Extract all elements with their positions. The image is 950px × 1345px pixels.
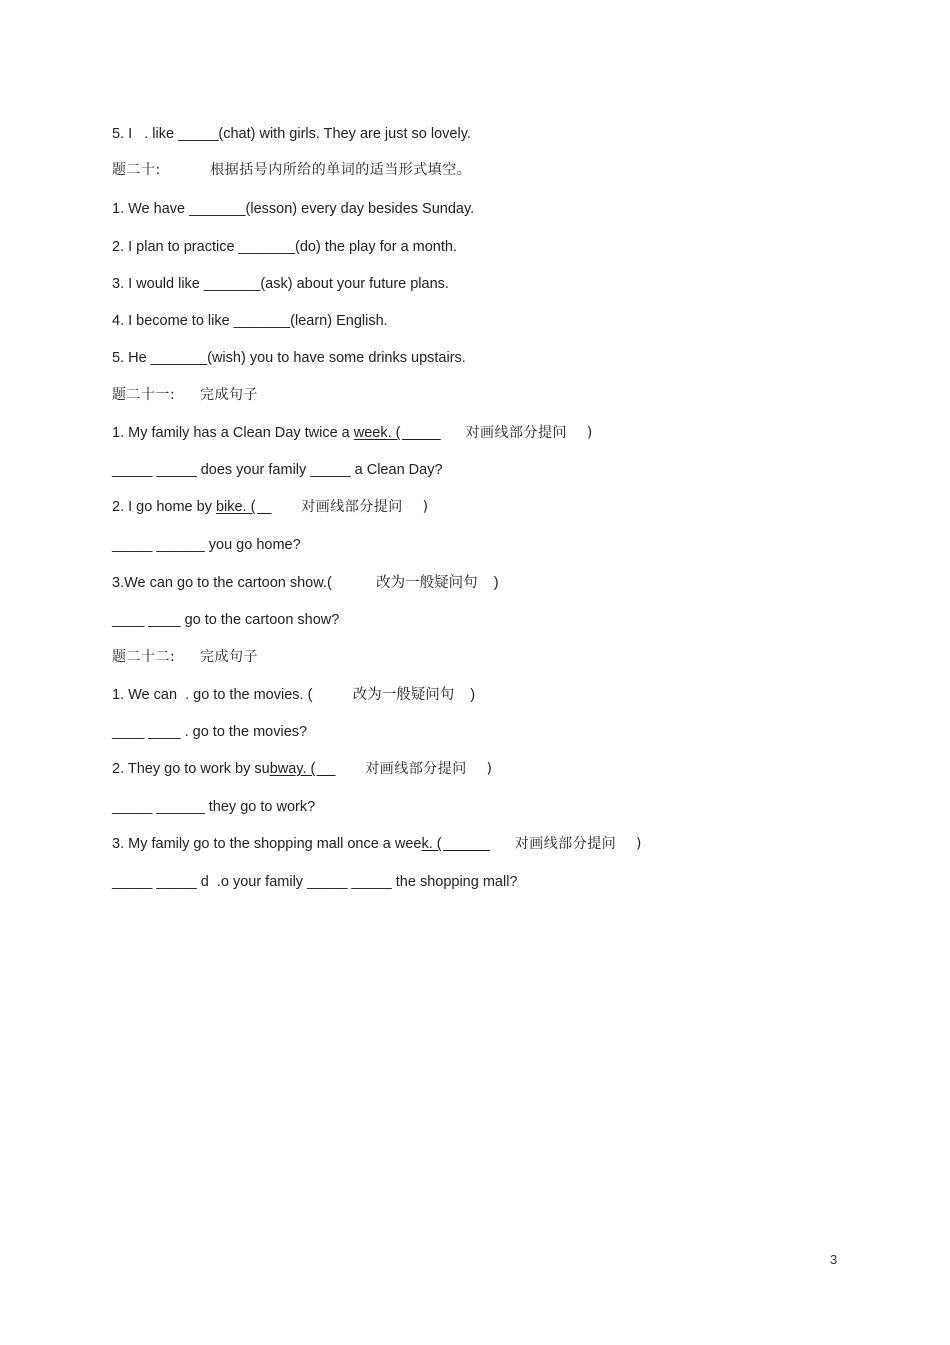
instruction-text: 对画线部分提问 )	[489, 836, 642, 852]
line-text: 2. I go home by	[112, 499, 216, 515]
page-number: 3	[830, 1252, 838, 1267]
answer-line: _____ ______ you go home?	[112, 537, 301, 553]
line-text: 1. My family has a Clean Day twice a	[112, 425, 354, 441]
exercise-line: 3. I would like _______(ask) about your future plans.	[112, 276, 449, 292]
answer-line: _____ _____ d .o your family _____ _____ the shopping mall?	[112, 874, 518, 890]
answer-line: _____ _____ does your family _____ a Clean Day?	[112, 462, 443, 478]
exercise-line: 1. We can . go to the movies. ( 改为一般疑问句 )	[112, 687, 476, 703]
section-heading: 题二十二: 完成句子	[112, 649, 258, 665]
exercise-line: 1. We have _______(lesson) every day besides Sunday.	[112, 201, 475, 217]
underlined-text: k. (	[421, 836, 490, 852]
exercise-line: 5. I . like _____(chat) with girls. They are just so lovely.	[112, 126, 471, 142]
exercise-line: 2. I plan to practice _______(do) the play for a month.	[112, 239, 457, 255]
section-heading: 题二十: 根据括号内所给的单词的适当形式填空。	[112, 162, 472, 178]
exercise-line	[112, 424, 593, 442]
line-text: 3. My family go to the shopping mall once a wee	[112, 836, 422, 852]
section-heading: 题二十一: 完成句子	[112, 387, 258, 403]
underlined-text: bway. (	[269, 761, 336, 777]
underlined-text: bike. (	[215, 499, 272, 515]
answer-line: _____ ______ they go to work?	[112, 799, 316, 815]
instruction-text: 对画线部分提问 )	[335, 761, 493, 777]
instruction-text: 对画线部分提问 )	[440, 425, 593, 441]
instruction-text: 对画线部分提问 )	[271, 499, 429, 515]
answer-line: ____ ____ go to the cartoon show?	[112, 612, 340, 628]
line-text: 2. They go to work by su	[112, 761, 270, 777]
exercise-line	[112, 760, 492, 778]
exercise-line	[112, 835, 642, 853]
exercise-line: 5. He _______(wish) you to have some drinks upstairs.	[112, 350, 466, 366]
exercise-line: 4. I become to like _______(learn) English.	[112, 313, 388, 329]
answer-line: ____ ____ . go to the movies?	[112, 724, 308, 740]
exercise-line: 3.We can go to the cartoon show.( 改为一般疑问句 )	[112, 575, 499, 591]
underlined-text: week. (	[353, 425, 441, 441]
exercise-line	[112, 498, 429, 516]
